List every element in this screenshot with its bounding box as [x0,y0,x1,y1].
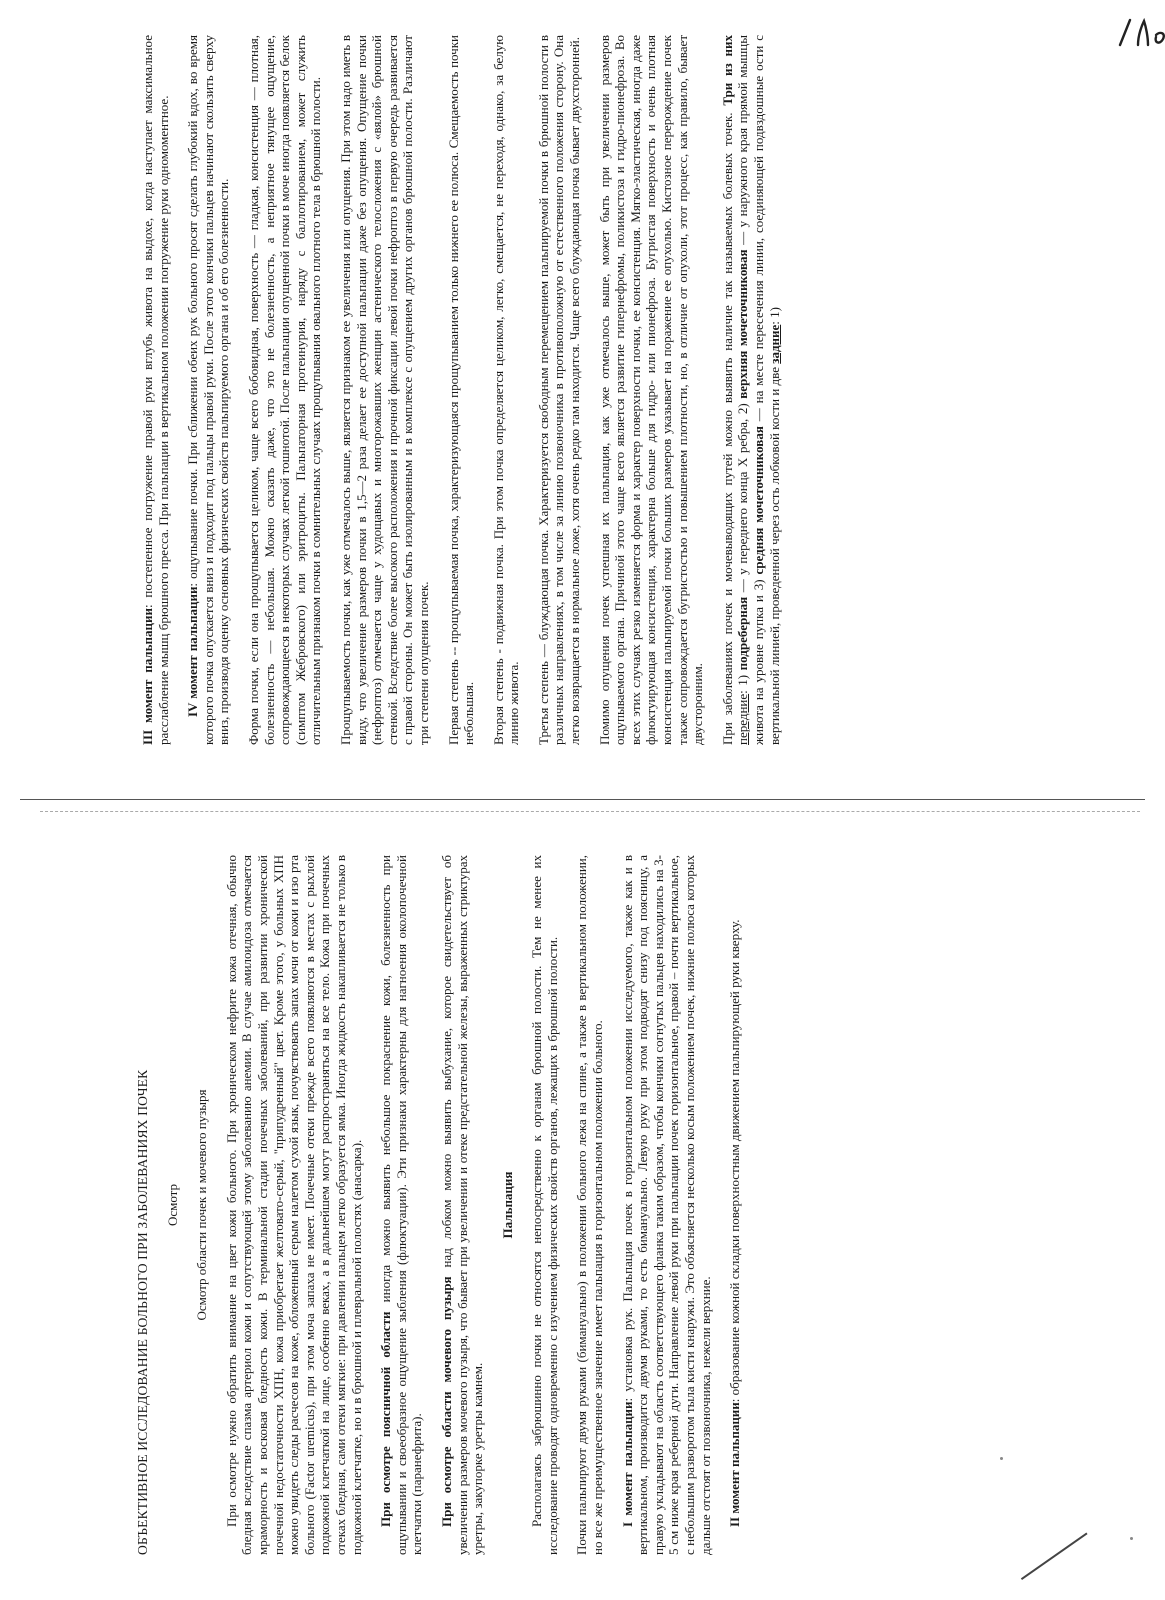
subsection-heading: Осмотр области почек и мочевого пузыря [194,1089,210,1321]
underlined-term: передние [735,693,751,745]
paragraph: Вторая степень - подвижная почка. При этом почка определяется целиком, легко, смещается, не переходя, однако, за белую линию живота. [490,35,522,745]
paragraph-text: : 1) [766,307,782,325]
bold-term: подреберная [735,596,751,671]
bold-term: средняя мочеточниковая [751,426,766,575]
document-title: ОБЪЕКТИВНОЕ ИССЛЕДОВАНИЕ БОЛЬНОГО ПРИ ЗАБОЛЕВАНИЯХ ПОЧЕК [135,1069,150,1555]
paragraph-text: : ощупывание почки. При сближении обеих рук больного просят сделать глубокий вдох, во время которого почка опускается вниз и подходит под пальцы правой руки. После этого кончики пальцев начинают скользить сверху вниз, производя оценку основных физических свойств пальпируемого органа и об его болезненности. [185,35,232,745]
paragraph [378,855,425,1555]
paragraph: При осмотре нужно обратить внимание на цвет кожи больного. При хроническом нефрите кожа отечная, обычно бледная вследствие спазма артериол кожи и сопутствующей этому заболеванию анемии. В случае амилоидоза отмечается мраморность и восковая бледность кожи. В терминальной стадии почечных заболеваний, при развитии хронической почечной недостаточности ХПН, кожа приобретает желтовато-серый, "припудренный" цвет. Кроме этого, у больных ХПН можно увидеть следы расчесов на коже, обложенный серым налетом сухой язык, почувствовать запах мочи от кожи и изо рта больного (Factor uremicus), при этом моча запаха не имеет. Почечные отеки прежде всего появляются в местах с рыхлой подкожной клетчаткой на лице, особенно веках, а в дальнейшем могут распространяться на все тело. Кожа при почечных отеках бледная, сами отеки мягкие: при давлении пальцем легко образуется ямка. Иногда жидкость накапливается не только в подкожной клетчатке, но и в брюшной и плевральной полостях (анасарка). [223,855,364,1555]
scan-mark [1021,1532,1088,1580]
bold-term: I момент пальпации [619,1401,635,1527]
bold-term: IV момент пальпации [185,586,201,717]
paragraph-text: : установка рук. Пальпация почек в горизонтальном положении исследуемого, также как и в вертикальном, производится двумя руками, то есть бимануально. Левую руку при этом подводят снизу под поясницу, а правую укладывают на область соответствующего фланка таким образом, чтобы кончики согнутых пальцев находились на 3-5 см ниже края реберной дуги. Направление левой руки при пальпации почек горизонтальное, правой – почти вертикальное, с небольшим разворотом тыла кисти кнаружи. Это объясняется несколько косым положением почек, нижние полюса которых дальше отстоят от позвоночника, нежели верхние. [619,854,713,1555]
paragraph: Первая степень -- прощупываемая почка, характеризующаяся прощупыванием только нижнего ее полюса. Смещаемость почки небольшая. [445,35,477,745]
section-heading-palpation: Пальпация [499,1171,515,1239]
paragraph-text: При заболеваниях почек и мочевыводящих путей можно выявить наличие так называемых болевых точек. [719,105,735,745]
page-fold-shadow [40,811,1140,812]
right-page [140,35,796,745]
section-heading-osmotr: Осмотр [164,1183,180,1227]
paragraph-text: : 1) [735,670,751,694]
bold-term: III момент пальпации [140,608,155,745]
underlined-term: задние [766,324,782,364]
paragraph [720,35,782,745]
bold-term: Три из них [719,34,735,106]
paragraph-text: : постепенное погружение правой руки вглубь живота на выдохе, когда наступает максимальное расслабление мышц брюшного пресса. При пальпации в вертикальном положении погружение руки одномоментное. [140,35,171,745]
bold-term: При осмотре области мочевого пузыря [438,1276,454,1527]
paragraph: Располагаясь забрюшинно почки не относятся непосредственно к органам брюшной полости. Тем не менее их исследование проводят одновременно с изучением физических свойств органов, лежащих в брюшной полости. [529,855,560,1555]
paragraph-text: — на месте пересечения линии, соединяющей подвздошные ости с вертикальной линией, проведенной через ость лобковой кости и две [751,34,782,745]
handwritten-signature [1100,5,1165,65]
paragraph [140,35,171,745]
paragraph [185,35,232,745]
paragraph [727,855,743,1555]
paragraph-text: над лобком можно выявить выбухание, которое свидетельствует об увеличении размеров мочевого пузыря, что бывает при увеличении и отеке предстательной железы, выраженных стриктурах уретры, закупорке уретры камнем. [438,855,486,1555]
paragraph: Почки пальпируют двумя руками (бимануально) в положении больного лежа на спине, а также в вертикальном положении, но все же преимущественное значение имеет пальпация в горизонтальном положении больного. [574,855,606,1555]
bold-term: II момент пальпации [727,1402,743,1527]
paragraph-text: — у наружного края прямой мышцы живота на уровне пупка и 3) [735,34,766,745]
paragraph [620,855,714,1555]
paragraph [439,855,486,1555]
paragraph: Помимо опущения почек успешная их пальпация, как уже отмечалось выше, может быть при увеличении размеров ощупываемого органа. Причиной этого чаще всего является развитие гипернефромы, поликистоза и гидро-пионефроза. Во всех этих случаях резко изменяется форма и характер поверхности почки, ее консистенция. Мягко-эластическая, иногда даже флюктуирующая консистенция, характерна больше для гидро- или пионефроза. Бугристая поверхность и очень плотная консистенция пальпируемой почки больших размеров указывает на поражение ее опухолью. Кистозное перерождение почек также сопровождается бугристостью и повышением плотности, но, в отличие от опухоли, этот процесс, как правило, бывает двусторонним. [596,35,706,745]
scan-speck [1130,1537,1133,1540]
scan-speck [1000,1457,1003,1460]
paragraph-text: — у переднего конца X ребра, 2) [735,398,751,597]
paragraph-text: иногда можно выявить небольшое покраснение кожи, болезненность при ощупывании и своеобразное ощущение зыбления (флюктуации). Эти признаки характерны для нагноения околопочечной клетчатки (паранефрита). [378,855,425,1555]
paragraph: Третья степень — блуждающая почка. Характеризуется свободным перемещением пальпируемой почки в брюшной полости в различных направлениях, в том числе за линию позвоночника в противоположную от естественного положения сторону. Она легко возвращается в нормальное ложе, хотя очень редко там находится. Чаще всего блуждающая почка бывает двухсторонней. [535,35,583,745]
bold-term: верхняя мочеточниковая [735,249,751,399]
paragraph-text: : образование кожной складки поверхностным движением пальпирующей руки кверху. [727,919,743,1403]
page-fold-line [20,799,1145,800]
paragraph: Прощупываемость почки, как уже отмечалось выше, является признаком ее увеличения или опущения. При этом надо иметь в виду, что увеличение размеров почки в 1,5—2 раза делает ее доступной пальпации даже без опущения. Опущение почки (нефроптоз) отмечается чаще у худощавых и многорожавших женщин астенического телосложения с «вялой» брюшной стенкой. Вследствие более высокого расположения и прочной фиксации левой почки нефроптоз в первую очередь развивается с правой стороны. Он может быть изолированным и в комплексе с опущением других органов брюшной полости. Различают три степени опущения почек. [337,35,431,745]
left-page [135,855,757,1555]
bold-term: При осмотре поясничной области [378,1311,394,1527]
paragraph: Форма почки, если она прощупывается целиком, чаще всего бобовидная, поверхность — гладкая, консистенция — плотная, болезненность — небольшая. Можно сказать даже, что это не болезненность, а неприятное тянущее ощущение, сопровождающееся в некоторых случаях легкой тошнотой. После пальпации опущенной почки в моче иногда появляется белок (симптом Жебровского) или эритроциты. Пальпаторная протеинурия, наряду с баллотированием, может служить отличительным признаком почки в сомнительных случаях прощупывания овального плотного тела в брюшной полости. [245,35,324,745]
